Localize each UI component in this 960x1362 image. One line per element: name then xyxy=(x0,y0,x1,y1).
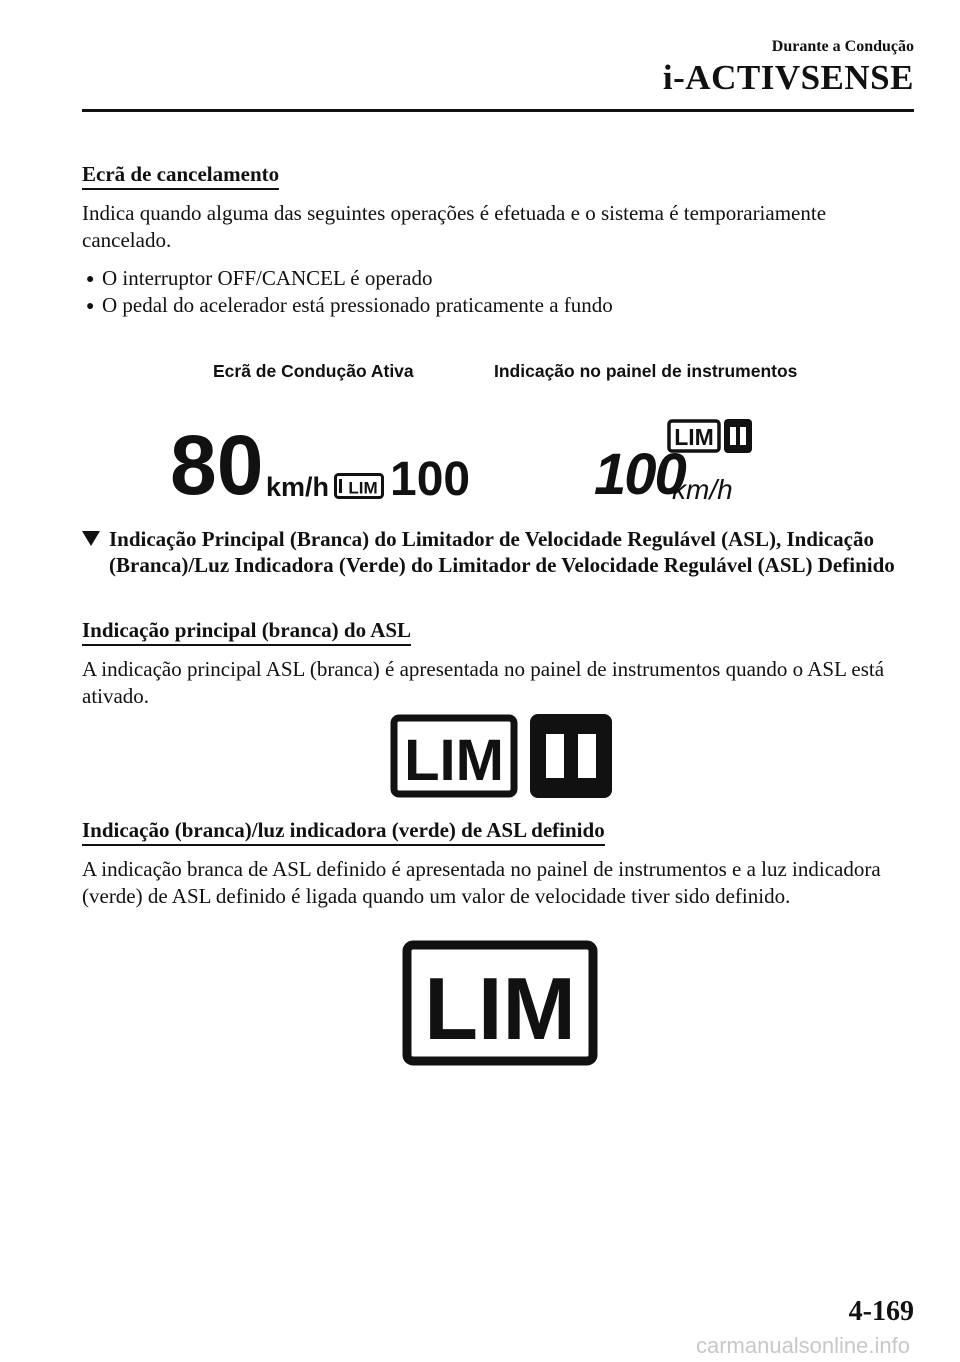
chapter-title: Durante a Condução xyxy=(771,38,914,55)
lim-small-text: LIM xyxy=(348,478,378,498)
section-heading xyxy=(82,526,922,578)
cancel-screen-heading: Ecrã de cancelamento xyxy=(82,162,279,190)
section-heading-text: Indicação Principal (Branca) do Limitador de Velocidade Regulável (ASL), Indicação (Branca)/Luz Indicadora (Verde) do Limitador de Velocidade Regulável (ASL) Definido xyxy=(109,527,895,577)
current-speed-unit: km/h xyxy=(266,472,330,502)
bullet-item xyxy=(86,265,433,293)
set-indication-paragraph: A indicação branca de ASL definido é apresentada no painel de instrumentos e a luz indicadora (verde) de ASL definido é ligada quando um valor de velocidade tiver sido definido. xyxy=(82,857,881,908)
lim-cluster-text: LIM xyxy=(674,424,714,450)
cancel-screen-paragraph: Indica quando alguma das seguintes operações é efetuada e o sistema é temporariamente cancelado. xyxy=(82,201,827,252)
set-indication-heading: Indicação (branca)/luz indicadora (verde) de ASL definido xyxy=(82,818,605,846)
lim-set-text: LIM xyxy=(424,959,576,1058)
current-speed-value: 80 xyxy=(170,418,264,512)
section-title: i-ACTIVSENSE xyxy=(662,58,914,97)
instrument-cluster-label: Indicação no painel de instrumentos xyxy=(494,361,798,381)
cluster-speed-unit: km/h xyxy=(672,474,733,505)
lim-large-text: LIM xyxy=(404,728,504,793)
page-number: 4-169 xyxy=(848,1296,914,1327)
speed-limit-value: 100 xyxy=(390,453,471,506)
bullet-dot-icon: ● xyxy=(86,272,95,287)
lim-indicator-large-icon xyxy=(390,714,518,803)
cluster-speed-value: 100 xyxy=(594,442,685,507)
main-indication-heading: Indicação principal (branca) do ASL xyxy=(82,618,411,646)
bullet-text: O pedal do acelerador está pressionado praticamente a fundo xyxy=(102,293,613,317)
lim-set-icon xyxy=(402,940,598,1071)
lim-small-icon xyxy=(334,473,384,504)
active-display-label: Ecrã de Condução Ativa xyxy=(213,361,414,381)
header-divider xyxy=(82,109,914,112)
triangle-marker-icon xyxy=(82,531,100,546)
asl-set-cluster-icon xyxy=(724,419,752,458)
watermark: carmanualsonline.info xyxy=(695,1333,910,1358)
main-indication-paragraph: A indicação principal ASL (branca) é apresentada no painel de instrumentos quando o ASL está ativado. xyxy=(82,657,885,708)
bullet-item xyxy=(86,292,613,320)
asl-set-large-icon xyxy=(530,714,612,803)
bullet-dot-icon: ● xyxy=(86,299,95,314)
bullet-text: O interruptor OFF/CANCEL é operado xyxy=(102,266,433,290)
